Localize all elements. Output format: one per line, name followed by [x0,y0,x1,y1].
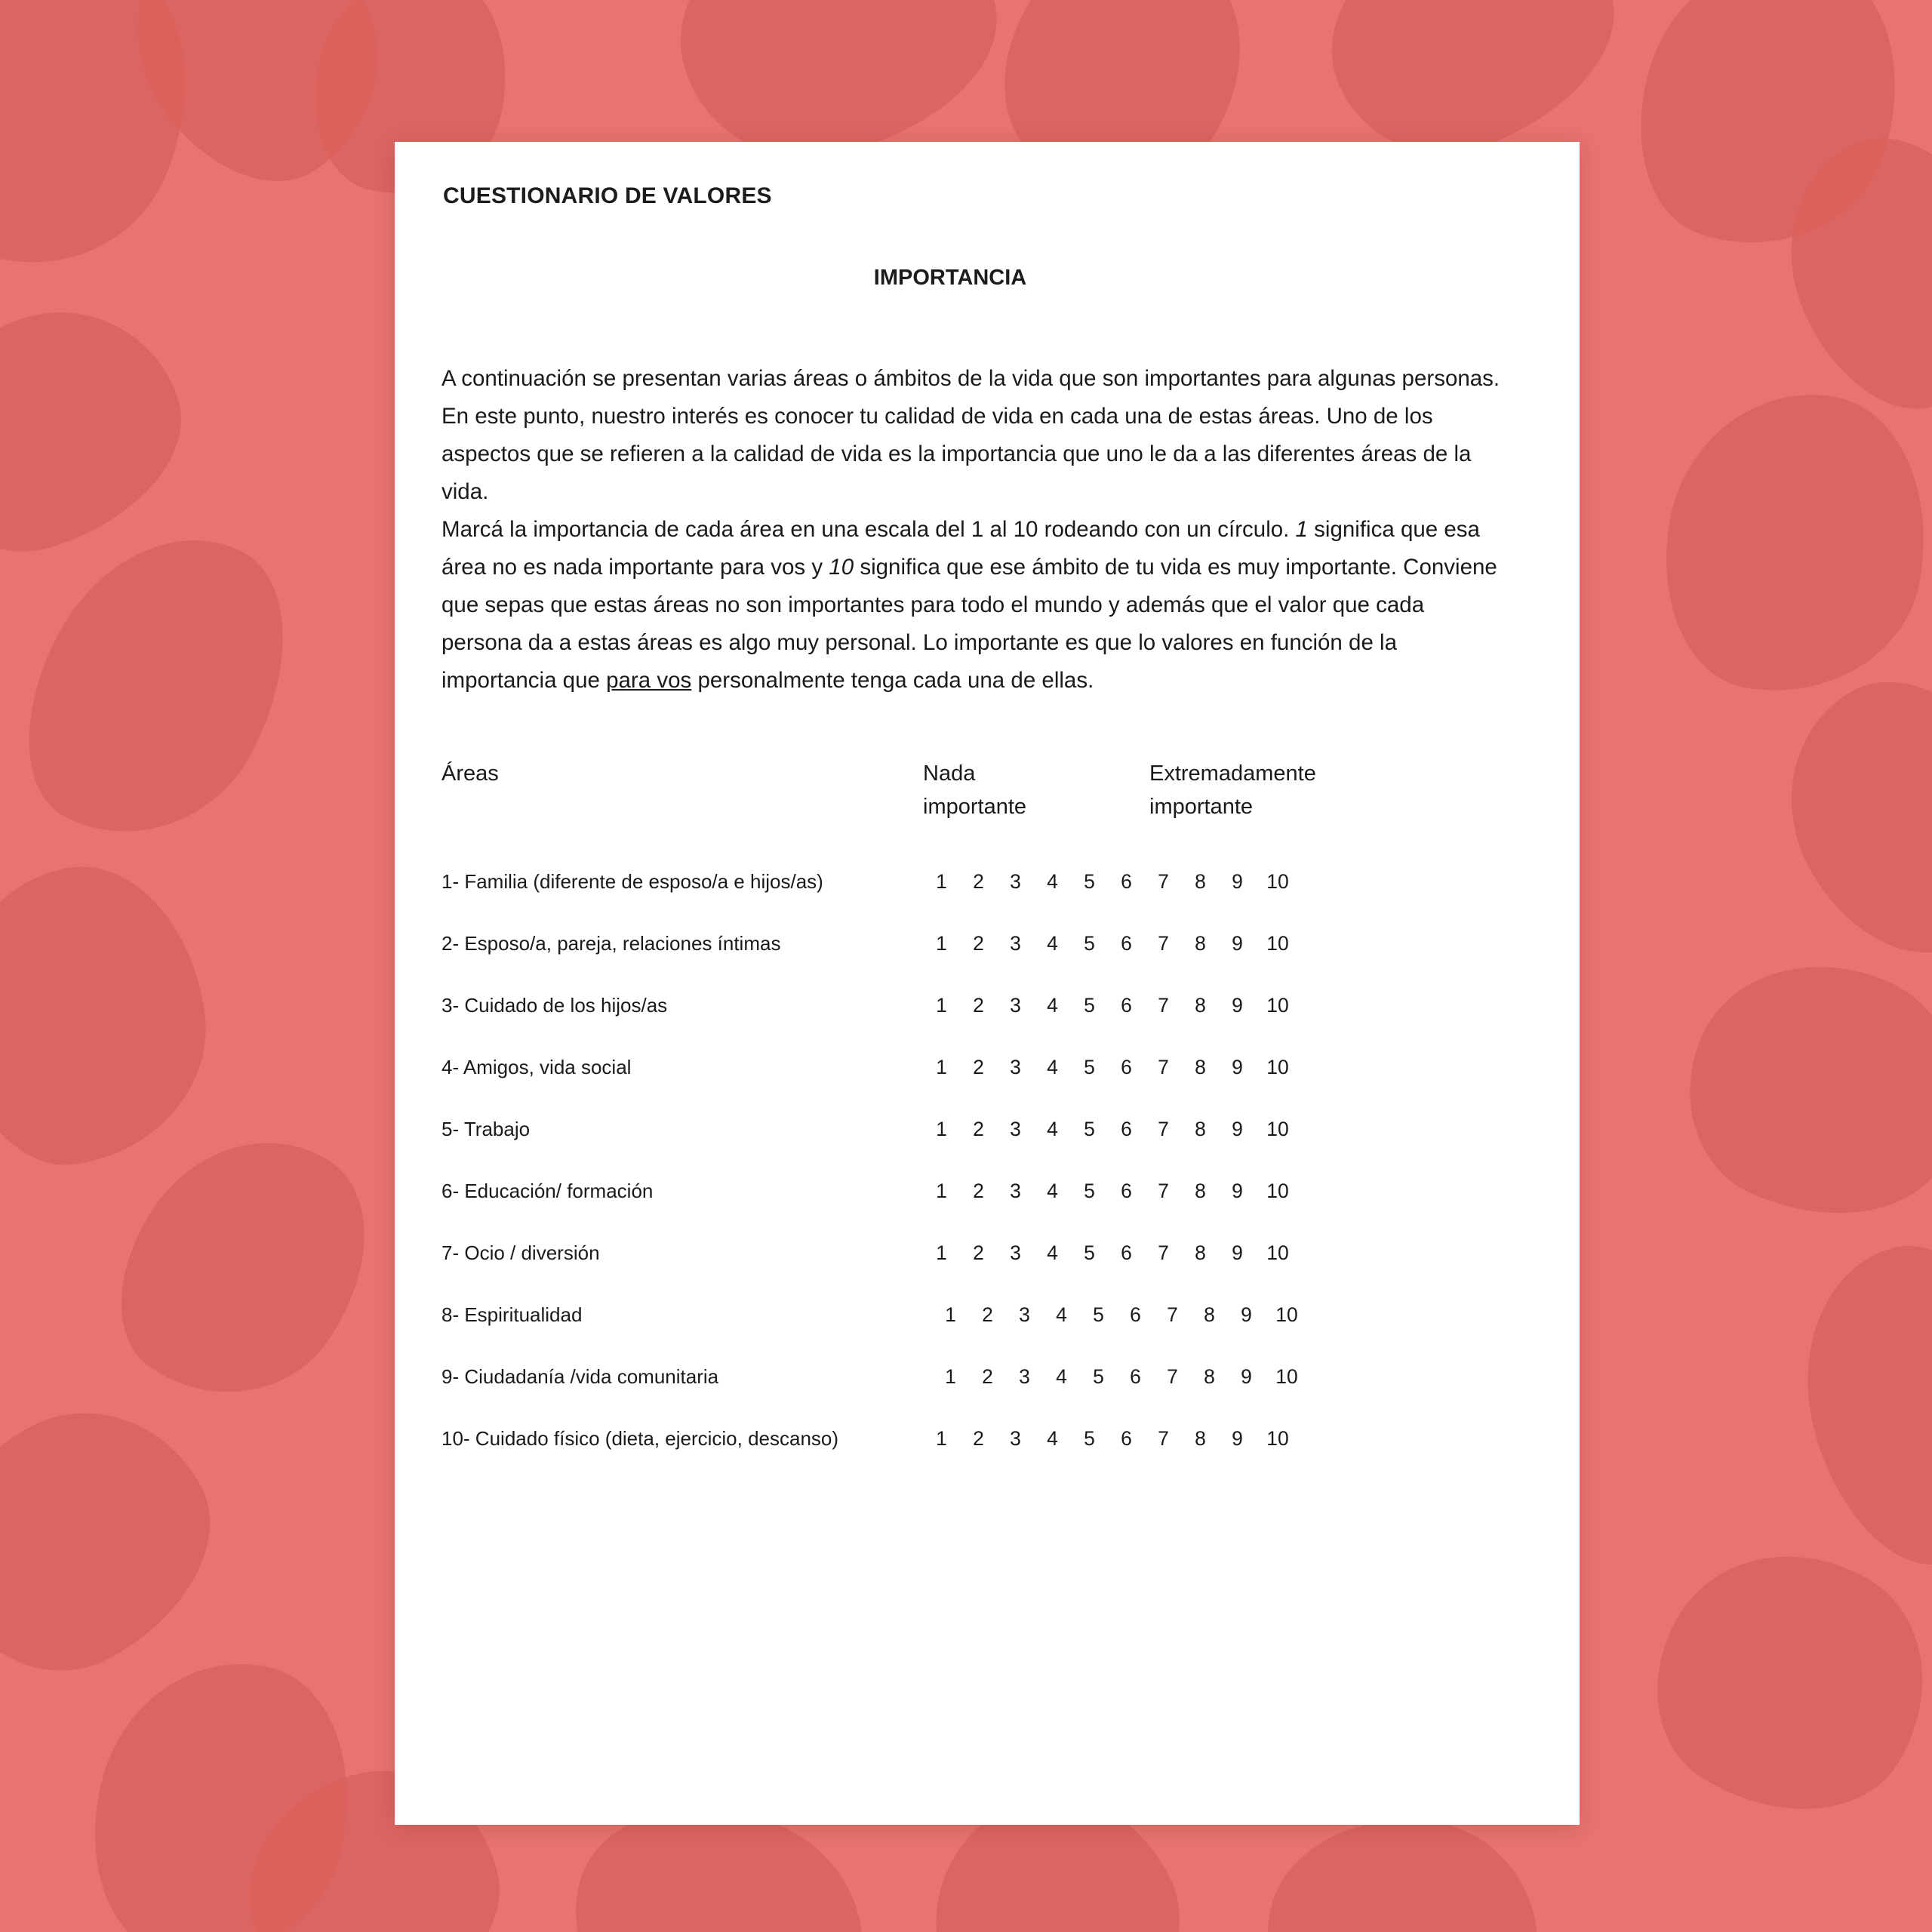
petal-shape [0,1369,252,1710]
rating-option-2[interactable]: 2 [973,1118,984,1140]
rating-option-4[interactable]: 4 [1056,1303,1067,1326]
rating-option-6[interactable]: 6 [1130,1365,1141,1388]
rating-option-4[interactable]: 4 [1047,1241,1058,1264]
rating-option-5[interactable]: 5 [1084,870,1095,893]
questionnaire-items [441,870,1504,1489]
questionnaire-item-row [441,1365,1504,1427]
rating-option-1[interactable]: 1 [936,870,947,893]
rating-scale [932,1303,1309,1327]
rating-option-6[interactable]: 6 [1121,1241,1132,1264]
instructions [441,360,1504,700]
item-label: 4- Amigos, vida social [441,1056,632,1078]
rating-option-6[interactable]: 6 [1121,994,1132,1017]
rating-option-3[interactable]: 3 [1019,1303,1030,1326]
rating-scale [923,1180,1300,1203]
rating-option-9[interactable]: 9 [1232,1056,1243,1078]
rating-option-8[interactable]: 8 [1195,994,1206,1017]
rating-option-4[interactable]: 4 [1047,1180,1058,1202]
rating-option-10[interactable]: 10 [1266,1427,1289,1450]
questionnaire-item-row [441,994,1504,1056]
rating-option-3[interactable]: 3 [1010,1241,1021,1264]
rating-option-9[interactable]: 9 [1232,1241,1243,1264]
instr2-e: significa que ese ámbito de tu vida es muy importante. Conviene que sepas que estas áreas no son importantes para todo el mundo y además que el valor que cada persona da a estas áreas es algo muy personal. Lo importante es que lo valores en función de la importancia que [441,555,1497,693]
rating-option-1[interactable]: 1 [936,1427,947,1450]
rating-option-10[interactable]: 10 [1266,932,1289,955]
rating-option-10[interactable]: 10 [1275,1303,1298,1326]
rating-option-9[interactable]: 9 [1232,1427,1243,1450]
rating-option-7[interactable]: 7 [1167,1365,1178,1388]
rating-option-5[interactable]: 5 [1084,1427,1095,1450]
rating-option-5[interactable]: 5 [1084,932,1095,955]
petal-shape [0,494,333,880]
rating-option-3[interactable]: 3 [1010,1118,1021,1140]
scale-anchor-high [1149,757,1316,823]
rating-option-7[interactable]: 7 [1158,1180,1169,1202]
rating-option-8[interactable]: 8 [1195,1180,1206,1202]
rating-scale [923,1427,1300,1451]
questionnaire-item-row [441,1427,1504,1489]
rating-option-3[interactable]: 3 [1010,1056,1021,1078]
rating-option-7[interactable]: 7 [1158,932,1169,955]
rating-option-5[interactable]: 5 [1084,1118,1095,1140]
questionnaire-item-row [441,1118,1504,1180]
instr2-c: significa que esa área no es nada importante para vos y [441,517,1480,580]
rating-option-1[interactable]: 1 [936,1056,947,1078]
rating-option-2[interactable]: 2 [973,1180,984,1202]
rating-option-1[interactable]: 1 [936,932,947,955]
rating-option-6[interactable]: 6 [1121,1056,1132,1078]
rating-scale [923,994,1300,1017]
rating-option-7[interactable]: 7 [1167,1303,1178,1326]
rating-option-6[interactable]: 6 [1121,870,1132,893]
instr2-f: para vos [606,668,692,693]
rating-scale [923,932,1300,955]
rating-option-8[interactable]: 8 [1195,1427,1206,1450]
petal-shape [1644,373,1932,715]
petal-shape [1743,641,1932,989]
rating-option-1[interactable]: 1 [936,994,947,1017]
rating-option-1[interactable]: 1 [945,1303,956,1326]
item-label: 3- Cuidado de los hijos/as [441,994,668,1017]
rating-option-9[interactable]: 9 [1232,870,1243,893]
rating-option-3[interactable]: 3 [1019,1365,1030,1388]
questionnaire-item-row [441,1241,1504,1303]
rating-option-9[interactable]: 9 [1232,994,1243,1017]
instructions-paragraph-2 [441,511,1504,700]
rating-scale [932,1365,1309,1389]
petal-shape [1651,921,1932,1260]
page-title: CUESTIONARIO DE VALORES [443,183,772,208]
item-label: 10- Cuidado físico (dieta, ejercicio, descanso) [441,1427,839,1450]
petal-shape [0,852,223,1178]
item-label: 9- Ciudadanía /vida comunitaria [441,1365,719,1388]
rating-option-4[interactable]: 4 [1047,1427,1058,1450]
rating-option-4[interactable]: 4 [1047,1118,1058,1140]
questionnaire-item-row [441,1056,1504,1118]
rating-option-7[interactable]: 7 [1158,1427,1169,1450]
rating-option-2[interactable]: 2 [973,994,984,1017]
rating-option-8[interactable]: 8 [1204,1365,1215,1388]
rating-scale [923,870,1300,894]
rating-option-9[interactable]: 9 [1232,1180,1243,1202]
rating-option-4[interactable]: 4 [1056,1365,1067,1388]
rating-option-10[interactable]: 10 [1275,1365,1298,1388]
item-label: 8- Espiritualidad [441,1303,583,1326]
instr2-d: 10 [829,555,854,580]
rating-option-10[interactable]: 10 [1266,870,1289,893]
instr2-g: personalmente tenga cada una de ellas. [691,668,1094,693]
rating-scale [923,1118,1300,1141]
rating-option-9[interactable]: 9 [1241,1303,1252,1326]
rating-option-5[interactable]: 5 [1084,1180,1095,1202]
instructions-paragraph-1: A continuación se presentan varias áreas o ámbitos de la vida que son importantes para algunas personas. En este punto, nuestro interés es conocer tu calidad de vida en cada una de estas áreas. Uno de los aspectos que se refieren a la calidad de vida es la importancia que uno le da a las diferentes áreas de la vida. [441,366,1500,504]
rating-option-6[interactable]: 6 [1121,1180,1132,1202]
rating-option-8[interactable]: 8 [1195,1118,1206,1140]
rating-option-10[interactable]: 10 [1266,1241,1289,1264]
rating-option-1[interactable]: 1 [936,1180,947,1202]
item-label: 6- Educación/ formación [441,1180,654,1202]
rating-option-8[interactable]: 8 [1195,1056,1206,1078]
rating-option-9[interactable]: 9 [1232,1118,1243,1140]
questionnaire-item-row [441,1303,1504,1365]
rating-scale [923,1056,1300,1079]
rating-option-5[interactable]: 5 [1093,1365,1104,1388]
scale-anchor-low [923,757,1149,823]
rating-option-2[interactable]: 2 [982,1365,993,1388]
anchor-high-line2: importante [1149,795,1254,819]
rating-option-7[interactable]: 7 [1158,870,1169,893]
rating-option-6[interactable]: 6 [1130,1303,1141,1326]
rating-option-1[interactable]: 1 [936,1118,947,1140]
rating-option-4[interactable]: 4 [1047,870,1058,893]
rating-option-10[interactable]: 10 [1266,994,1289,1017]
rating-option-2[interactable]: 2 [973,1056,984,1078]
rating-option-7[interactable]: 7 [1158,1241,1169,1264]
rating-option-7[interactable]: 7 [1158,1056,1169,1078]
rating-option-5[interactable]: 5 [1084,994,1095,1017]
rating-option-3[interactable]: 3 [1010,932,1021,955]
rating-option-2[interactable]: 2 [982,1303,993,1326]
rating-option-10[interactable]: 10 [1266,1056,1289,1078]
rating-scale [923,1241,1300,1265]
document-page [395,142,1580,1825]
instr2-a: Marcá la importancia de cada área en una escala del 1 al 10 rodeando con un círculo. [441,517,1296,542]
section-heading: IMPORTANCIA [873,266,1027,290]
rating-option-1[interactable]: 1 [936,1241,947,1264]
rating-option-6[interactable]: 6 [1121,1118,1132,1140]
rating-option-7[interactable]: 7 [1158,994,1169,1017]
petal-shape [1772,1220,1932,1587]
rating-option-8[interactable]: 8 [1204,1303,1215,1326]
rating-option-5[interactable]: 5 [1084,1056,1095,1078]
instr2-b: 1 [1295,517,1308,542]
anchor-low-line2: importante [923,795,1027,819]
item-label: 7- Ocio / diversión [441,1241,600,1264]
rating-option-8[interactable]: 8 [1195,870,1206,893]
questionnaire-item-row [441,870,1504,932]
petal-shape [0,281,210,580]
column-header-areas: Áreas [441,761,499,786]
rating-option-6[interactable]: 6 [1121,932,1132,955]
rating-option-5[interactable]: 5 [1084,1241,1095,1264]
rating-option-2[interactable]: 2 [973,1241,984,1264]
rating-option-8[interactable]: 8 [1195,932,1206,955]
anchor-high-line1: Extremadamente [1149,761,1316,786]
rating-option-4[interactable]: 4 [1047,1056,1058,1078]
rating-option-10[interactable]: 10 [1266,1180,1289,1202]
rating-option-3[interactable]: 3 [1010,870,1021,893]
rating-option-4[interactable]: 4 [1047,994,1058,1017]
petal-shape [1613,1504,1932,1862]
item-label: 5- Trabajo [441,1118,531,1140]
rating-option-4[interactable]: 4 [1047,932,1058,955]
rating-option-3[interactable]: 3 [1010,1427,1021,1450]
anchor-low-line1: Nada [923,761,976,786]
item-label: 1- Familia (diferente de esposo/a e hijos/as) [441,870,823,893]
scale-header [441,757,1504,823]
rating-option-2[interactable]: 2 [973,870,984,893]
rating-option-3[interactable]: 3 [1010,1180,1021,1202]
rating-option-9[interactable]: 9 [1232,932,1243,955]
rating-option-9[interactable]: 9 [1241,1365,1252,1388]
item-label: 2- Esposo/a, pareja, relaciones íntimas [441,932,781,955]
rating-option-2[interactable]: 2 [973,932,984,955]
rating-option-1[interactable]: 1 [945,1365,956,1388]
questionnaire-item-row [441,932,1504,994]
rating-option-10[interactable]: 10 [1266,1118,1289,1140]
rating-option-7[interactable]: 7 [1158,1118,1169,1140]
rating-option-5[interactable]: 5 [1093,1303,1104,1326]
rating-option-8[interactable]: 8 [1195,1241,1206,1264]
rating-option-3[interactable]: 3 [1010,994,1021,1017]
questionnaire-item-row [441,1180,1504,1241]
rating-option-2[interactable]: 2 [973,1427,984,1450]
rating-option-6[interactable]: 6 [1121,1427,1132,1450]
